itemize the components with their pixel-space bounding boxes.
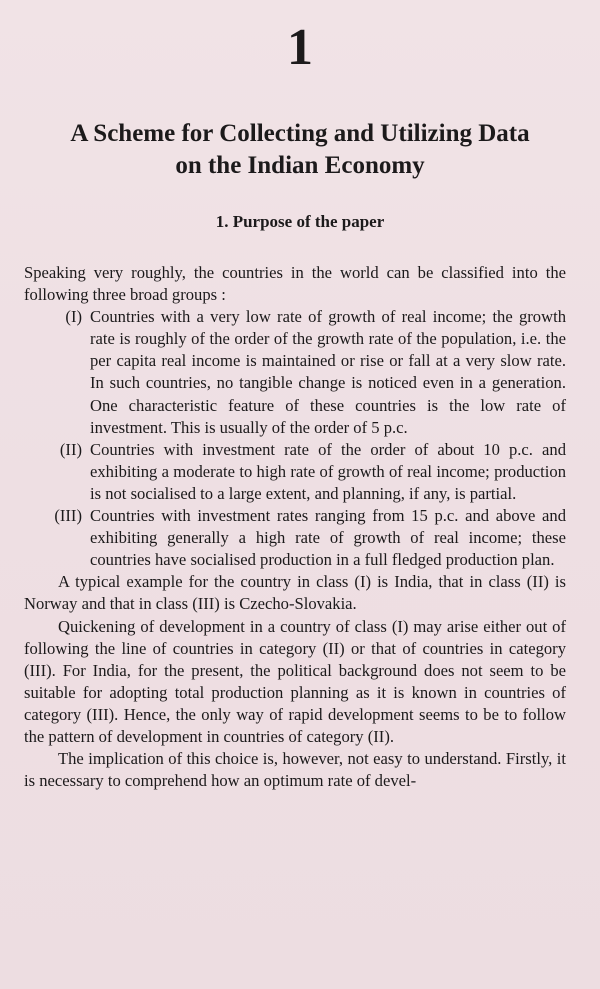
body-text — [24, 262, 566, 792]
section-heading: 1. Purpose of the paper — [215, 212, 385, 231]
chapter-title-line-2: on the Indian Economy — [175, 152, 425, 179]
list-item — [24, 505, 566, 571]
chapter-title-line-1: A Scheme for Collecting and Utilizing Data — [70, 120, 530, 147]
list-item — [24, 439, 566, 505]
chapter-title — [40, 118, 560, 182]
list-item-text: Countries with a very low rate of growth of real income; the growth rate is roughly of the order of the growth rate of the population, i.e. the per capita real income is maintained or rise or fall at a very slow rate. In such countries, no tangible change is noticed even in a generation. One characteristic feature of these countries is the low rate of investment. This is usually of the order of 5 p.c. — [90, 307, 566, 437]
list-item — [24, 306, 566, 439]
intro-paragraph: Speaking very roughly, the countries in the world can be classified into the following three broad groups : — [24, 263, 566, 305]
body-paragraph: Quickening of development in a country of class (I) may arise either out of following the line of countries in category (II) or that of countries in category (III). For India, for the present, the political background does not seem to be suitable for adopting total production planning as it is known in countries of category (III). Hence, the only way of rapid development seems to be to follow the pattern of development in countries of category (II). — [24, 616, 566, 746]
list-marker: (III) — [54, 506, 82, 526]
list-item-text: Countries with investment rate of the order of about 10 p.c. and exhibiting a moderate to high rate of growth of real income; production is not socialised to a large extent, and planning, if any, is partial. — [90, 439, 566, 503]
country-groups-list — [24, 306, 566, 571]
list-item-text: Countries with investment rates ranging from 15 p.c. and above and exhibiting generally a high rate of growth of real income; these countries have socialised production in a full fledged production plan. — [90, 506, 566, 570]
list-marker: (I) — [65, 307, 82, 327]
list-marker: (II) — [59, 439, 82, 459]
body-paragraph: The implication of this choice is, however, not easy to understand. Firstly, it is necessary to comprehend how an optimum rate of devel- — [24, 749, 566, 791]
chapter-number: 1 — [287, 19, 313, 76]
body-paragraph: A typical example for the country in class (I) is India, that in class (II) is Norway and that in class (III) is Czecho-Slovakia. — [24, 572, 566, 614]
